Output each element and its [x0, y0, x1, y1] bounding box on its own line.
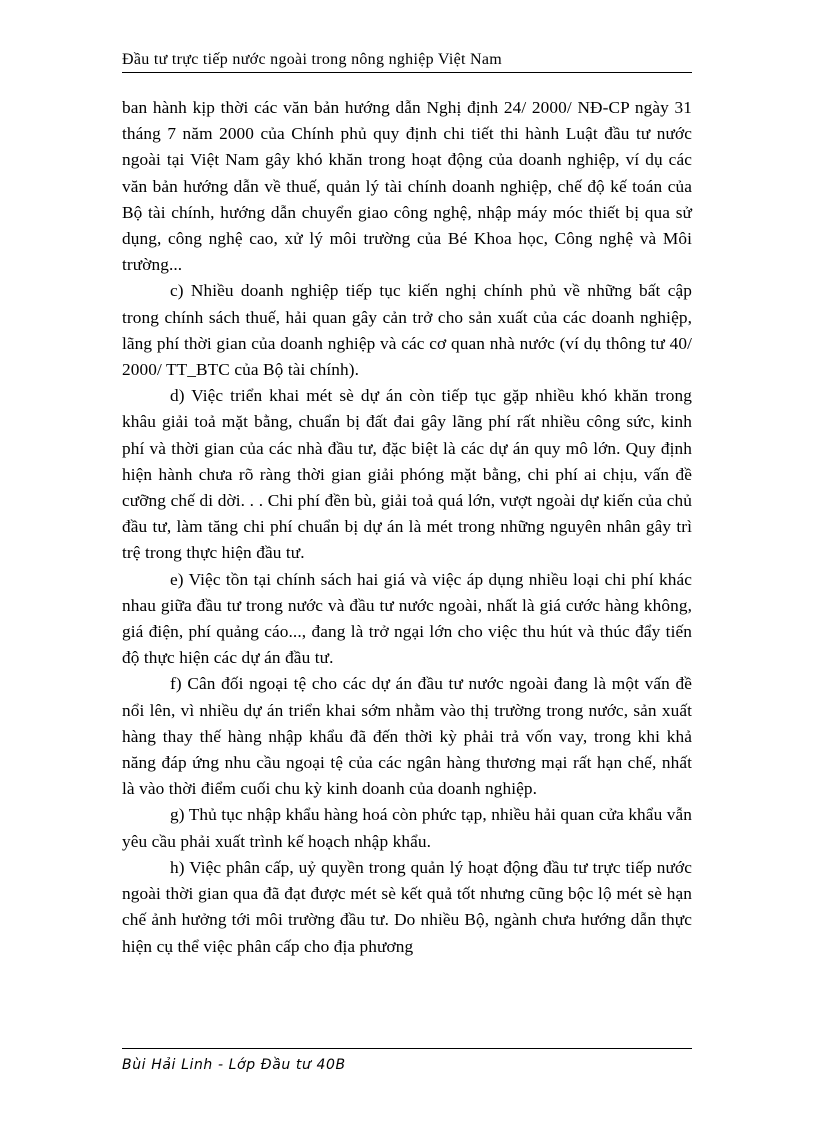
footer-divider: [122, 1048, 692, 1049]
paragraph-c: c) Nhiều doanh nghiệp tiếp tục kiến nghị chính phủ về những bất cập trong chính sách thuế, hải quan gây cản trở cho sản xuất của các doanh nghiệp, lãng phí thời gian của doanh nghiệp và các cơ quan nhà nước (ví dụ thông tư 40/ 2000/ TT_BTC của Bộ tài chính).: [122, 281, 692, 380]
paragraph-e: e) Việc tồn tại chính sách hai giá và việc áp dụng nhiều loại chi phí khác nhau giữa đầu tư trong nước và đầu tư nước ngoài, nhất là giá cước hàng không, giá điện, phí quảng cáo..., đang là trở ngại lớn cho việc thu hút và thúc đẩy tiến độ thực hiện các dự án đầu tư.: [122, 569, 692, 668]
paragraph-continuation: ban hành kịp thời các văn bản hướng dẫn Nghị định 24/ 2000/ NĐ-CP ngày 31 tháng 7 năm 2000 của Chính phủ quy định chi tiết thi hành Luật đầu tư nước ngoài tại Việt Nam gây khó khăn trong hoạt động của doanh nghiệp, ví dụ các văn bản hướng dẫn về thuế, quản lý tài chính doanh nghiệp, chế độ kế toán của Bộ tài chính, hướng dẫn chuyển giao công nghệ, nhập máy móc thiết bị qua sử dụng, công nghệ cao, xử lý môi trường của Bé Khoa học, Công nghệ và Môi trường...: [122, 98, 692, 275]
page-header-title: Đầu tư trực tiếp nước ngoài trong nông nghiệp Việt Nam: [122, 51, 503, 68]
paragraph-g: g) Thủ tục nhập khẩu hàng hoá còn phức tạp, nhiều hải quan cửa khẩu vẫn yêu cầu phải xuất trình kế hoạch nhập khẩu.: [122, 805, 692, 851]
page-footer-author: Bùi Hải Linh - Lớp Đầu tư 40B: [122, 1057, 346, 1073]
paragraph-h: h) Việc phân cấp, uỷ quyền trong quản lý hoạt động đầu tư trực tiếp nước ngoài thời gian qua đã đạt được mét sè kết quả tốt nhưng cũng bộc lộ mét sè hạn chế ảnh hưởng tới môi trường đầu tư. Do nhiều Bộ, ngành chưa hướng dẫn thực hiện cụ thể việc phân cấp cho địa phương: [122, 857, 692, 956]
header-divider: [122, 72, 692, 73]
paragraph-f: f) Cân đối ngoại tệ cho các dự án đầu tư nước ngoài đang là một vấn đề nổi lên, vì nhiều dự án triển khai sớm nhằm vào thị trường trong nước, sản xuất hàng thay thế hàng nhập khẩu đã đến thời kỳ phải trả vốn vay, trong khi khả năng đáp ứng nhu cầu ngoại tệ của các ngân hàng thương mại rất hạn chế, nhất là vào thời điểm cuối chu kỳ kinh doanh của doanh nghiệp.: [122, 674, 692, 799]
paragraph-d: d) Việc triển khai mét sè dự án còn tiếp tục gặp nhiều khó khăn trong khâu giải toả mặt bằng, chuẩn bị đất đai gây lãng phí rất nhiều công sức, kinh phí và thời gian của các nhà đầu tư, đặc biệt là các dự án quy mô lớn. Quy định hiện hành chưa rõ ràng thời gian giải phóng mặt bằng, chi phí ai chịu, vấn đề cưỡng chế di dời. . . Chi phí đền bù, giải toả quá lớn, vượt ngoài dự kiến của chủ đầu tư, làm tăng chi phí chuẩn bị dự án là mét trong những nguyên nhân gây trì trệ trong thực hiện đầu tư.: [122, 386, 692, 563]
document-body: [122, 95, 692, 960]
